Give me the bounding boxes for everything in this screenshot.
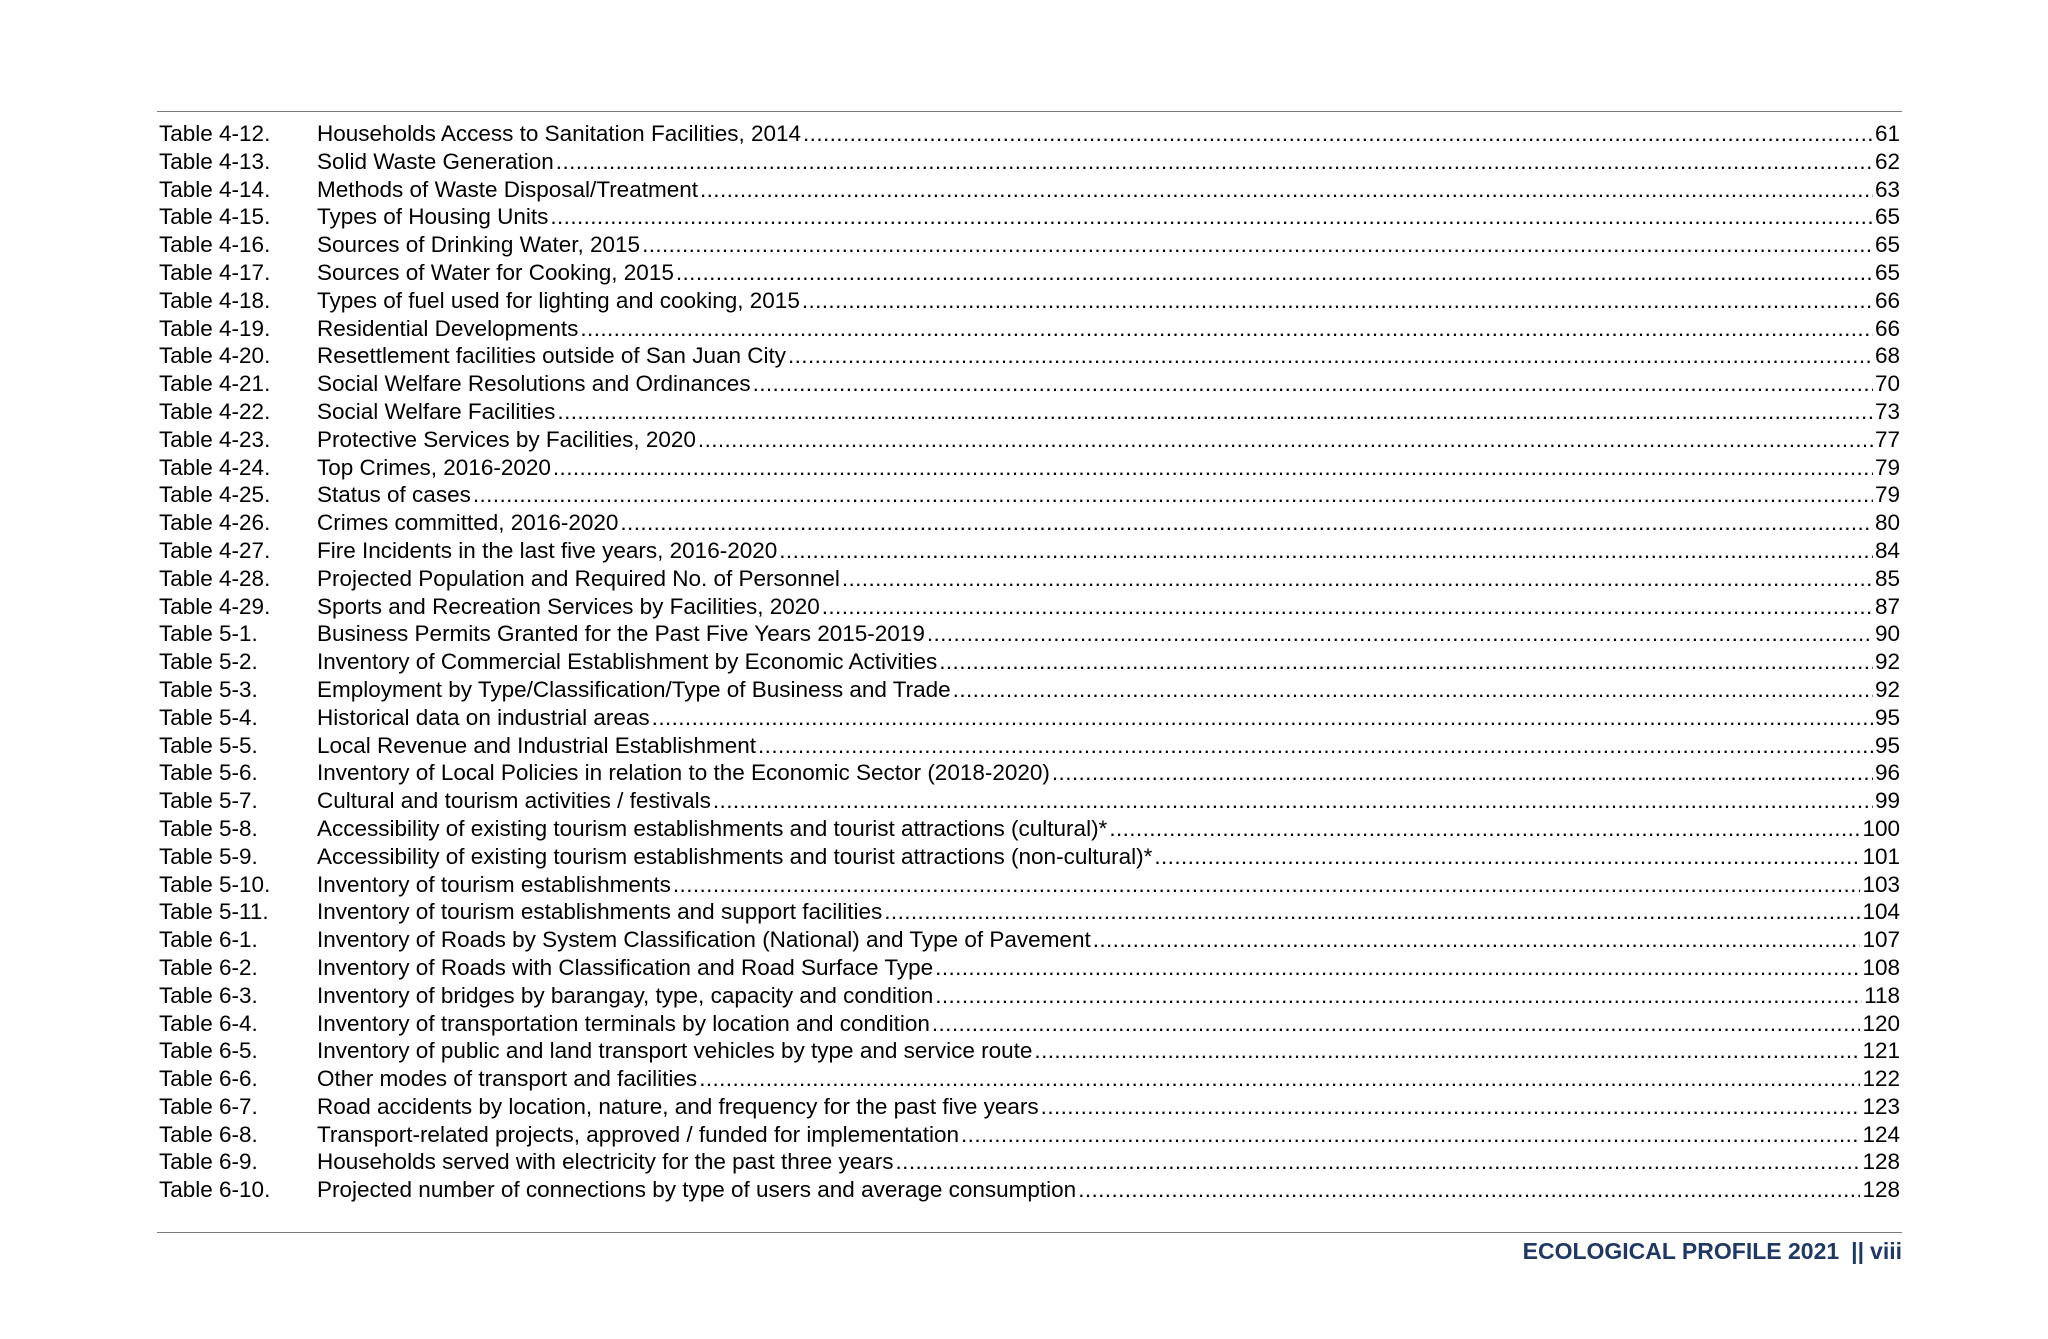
toc-entry[interactable]	[159, 454, 1900, 482]
toc-entry[interactable]	[159, 1037, 1900, 1065]
toc-entry-page: 84	[1874, 537, 1900, 563]
toc-entry-number: Table 4-25.	[159, 482, 271, 508]
toc-entry-page: 63	[1874, 176, 1900, 202]
dot-leader	[700, 176, 1873, 204]
toc-entry-page: 96	[1874, 760, 1900, 786]
toc-entry-title: Inventory of Roads with Classification and Road Surface Type	[317, 954, 934, 980]
dot-leader	[803, 120, 1873, 148]
dot-leader	[698, 426, 1873, 454]
toc-entry[interactable]	[159, 954, 1900, 982]
dot-leader	[927, 620, 1873, 648]
toc-entry-title: Status of cases	[317, 482, 471, 508]
dot-leader	[779, 537, 1873, 565]
toc-entry[interactable]	[159, 370, 1900, 398]
toc-entry-number: Table 4-20.	[159, 343, 271, 369]
toc-entry-page: 65	[1874, 232, 1900, 258]
dot-leader	[473, 481, 1873, 509]
toc-entry-number: Table 5-4.	[159, 704, 258, 730]
toc-entry[interactable]	[159, 1121, 1900, 1149]
dot-leader	[1154, 843, 1860, 871]
toc-entry-page: 61	[1874, 121, 1900, 146]
toc-entry-page: 66	[1874, 287, 1900, 313]
toc-entry[interactable]	[159, 648, 1900, 676]
toc-entry[interactable]	[159, 787, 1900, 815]
toc-entry-title: Top Crimes, 2016-2020	[317, 454, 551, 480]
toc-entry-title: Types of Housing Units	[317, 204, 549, 230]
dot-leader	[642, 231, 1873, 259]
toc-entry-title: Projected number of connections by type of users and average consumption	[317, 1177, 1077, 1203]
toc-entry[interactable]	[159, 203, 1900, 231]
toc-entry[interactable]	[159, 732, 1900, 760]
toc-entry-number: Table 4-24.	[159, 454, 271, 480]
toc-entry-page: 85	[1874, 565, 1900, 591]
dot-leader	[935, 954, 1860, 982]
footer-title: ECOLOGICAL PROFILE 2021	[1522, 1238, 1840, 1264]
toc-entry-number: Table 4-15.	[159, 204, 271, 230]
toc-entry-title: Transport-related projects, approved / funded for implementation	[317, 1121, 960, 1147]
toc-entry-title: Employment by Type/Classification/Type of Business and Trade	[317, 676, 951, 702]
toc-entry[interactable]	[159, 1148, 1900, 1176]
toc-entry-number: Table 4-14.	[159, 176, 271, 202]
toc-entry-page: 62	[1874, 148, 1900, 174]
toc-entry-page: 92	[1874, 676, 1900, 702]
toc-entry-page: 120	[1862, 1010, 1900, 1036]
toc-entry-title: Methods of Waste Disposal/Treatment	[317, 176, 698, 202]
toc-entry-title: Inventory of Roads by System Classification (National) and Type of Pavement	[317, 927, 1091, 953]
dot-leader	[699, 1065, 1860, 1093]
dot-leader	[932, 1010, 1861, 1038]
toc-entry-page: 101	[1862, 843, 1900, 869]
toc-entry-number: Table 4-19.	[159, 315, 271, 341]
toc-entry[interactable]	[159, 843, 1900, 871]
toc-entry-page: 79	[1874, 482, 1900, 508]
toc-entry-number: Table 6-9.	[159, 1149, 258, 1175]
dot-leader	[896, 1148, 1861, 1176]
toc-entry[interactable]	[159, 398, 1900, 426]
toc-entry-title: Inventory of Local Policies in relation to the Economic Sector (2018-2020)	[317, 760, 1050, 786]
dot-leader	[802, 287, 1873, 315]
toc-entry[interactable]	[159, 287, 1900, 315]
toc-entry-title: Inventory of tourism establishments	[317, 871, 671, 897]
toc-entry-title: Sports and Recreation Services by Facilities, 2020	[317, 593, 820, 619]
dot-leader	[620, 509, 1873, 537]
toc-entry-number: Table 5-1.	[159, 621, 258, 647]
toc-entry-page: 73	[1874, 398, 1900, 424]
dot-leader	[939, 648, 1873, 676]
toc-entry[interactable]	[159, 231, 1900, 259]
toc-entry[interactable]	[159, 509, 1900, 537]
dot-leader	[580, 315, 1873, 343]
toc-entry-page: 128	[1862, 1149, 1900, 1175]
toc-entry-title: Households Access to Sanitation Facilities, 2014	[317, 121, 802, 146]
toc-entry-page: 104	[1862, 899, 1900, 925]
toc-entry-page: 90	[1874, 621, 1900, 647]
toc-entry-page: 124	[1862, 1121, 1900, 1147]
toc-entry-title: Protective Services by Facilities, 2020	[317, 426, 696, 452]
toc-entry-title: Local Revenue and Industrial Establishment	[317, 732, 757, 758]
dot-leader	[935, 982, 1862, 1010]
toc-entry-page: 95	[1874, 732, 1900, 758]
toc-entry-page: 95	[1874, 704, 1900, 730]
toc-entry[interactable]	[159, 620, 1900, 648]
toc-entry-page: 103	[1862, 871, 1900, 897]
dot-leader	[753, 370, 1873, 398]
dot-leader	[758, 732, 1873, 760]
toc-entry[interactable]	[159, 1065, 1900, 1093]
dot-leader	[1041, 1093, 1861, 1121]
toc-entry-number: Table 6-5.	[159, 1038, 258, 1064]
list-of-tables	[159, 120, 1900, 1204]
toc-entry-number: Table 6-1.	[159, 927, 258, 953]
toc-entry-number: Table 5-2.	[159, 649, 258, 675]
dot-leader	[713, 787, 1873, 815]
toc-entry[interactable]	[159, 565, 1900, 593]
toc-entry[interactable]	[159, 898, 1900, 926]
toc-entry-title: Fire Incidents in the last five years, 2016-2020	[317, 537, 778, 563]
toc-entry-title: Crimes committed, 2016-2020	[317, 510, 619, 536]
dot-leader	[884, 898, 1860, 926]
toc-entry-number: Table 4-17.	[159, 259, 271, 285]
toc-entry-page: 108	[1862, 954, 1900, 980]
dot-leader	[556, 148, 1873, 176]
toc-entry-number: Table 6-6.	[159, 1066, 258, 1092]
toc-entry-title: Projected Population and Required No. of Personnel	[317, 565, 840, 591]
toc-entry-number: Table 6-4.	[159, 1010, 258, 1036]
dot-leader	[1093, 926, 1861, 954]
toc-entry[interactable]	[159, 593, 1900, 621]
toc-entry-number: Table 5-10.	[159, 871, 271, 897]
toc-entry-page: 128	[1862, 1177, 1900, 1203]
toc-entry-page: 100	[1862, 815, 1900, 841]
toc-entry-number: Table 5-6.	[159, 760, 258, 786]
toc-entry-page: 65	[1874, 204, 1900, 230]
toc-entry-title: Road accidents by location, nature, and frequency for the past five years	[317, 1093, 1039, 1119]
toc-entry-number: Table 5-3.	[159, 676, 258, 702]
footer-separator: ||	[1851, 1238, 1865, 1264]
toc-entry[interactable]	[159, 176, 1900, 204]
toc-entry-number: Table 5-11.	[159, 899, 269, 925]
toc-entry-page: 92	[1874, 649, 1900, 675]
toc-entry-title: Business Permits Granted for the Past Five Years 2015-2019	[317, 621, 925, 647]
toc-entry-number: Table 5-7.	[159, 788, 258, 814]
toc-entry-page: 118	[1864, 982, 1900, 1008]
toc-entry[interactable]	[159, 426, 1900, 454]
toc-entry[interactable]	[159, 676, 1900, 704]
toc-entry-number: Table 4-21.	[159, 371, 271, 397]
toc-entry-number: Table 4-13.	[159, 148, 271, 174]
toc-entry-title: Other modes of transport and facilities	[317, 1066, 698, 1092]
toc-entry-page: 99	[1874, 788, 1900, 814]
toc-entry-page: 68	[1874, 343, 1900, 369]
dot-leader	[550, 203, 1873, 231]
toc-entry[interactable]	[159, 120, 1900, 148]
bottom-rule	[157, 1232, 1902, 1233]
toc-entry[interactable]	[159, 1010, 1900, 1038]
toc-entry-page: 70	[1874, 371, 1900, 397]
toc-entry-number: Table 4-29.	[159, 593, 271, 619]
toc-entry-page: 107	[1862, 927, 1900, 953]
toc-entry[interactable]	[159, 537, 1900, 565]
toc-entry-number: Table 4-16.	[159, 232, 271, 258]
toc-entry-title: Resettlement facilities outside of San Juan City	[317, 343, 786, 369]
toc-entry-page: 122	[1862, 1066, 1900, 1092]
toc-entry-number: Table 6-3.	[159, 982, 258, 1008]
toc-entry-page: 80	[1874, 510, 1900, 536]
toc-entry-number: Table 4-18.	[159, 287, 271, 313]
toc-entry-title: Accessibility of existing tourism establishments and tourist attractions (non-cultural)*	[317, 843, 1153, 869]
toc-entry-title: Sources of Drinking Water, 2015	[317, 232, 641, 258]
toc-entry-title: Inventory of Commercial Establishment by Economic Activities	[317, 649, 938, 675]
toc-entry[interactable]	[159, 926, 1900, 954]
toc-entry-number: Table 4-22.	[159, 398, 271, 424]
toc-entry-number: Table 6-2.	[159, 954, 258, 980]
toc-entry-title: Inventory of tourism establishments and support facilities	[317, 899, 883, 925]
toc-entry[interactable]	[159, 148, 1900, 176]
toc-entry-title: Historical data on industrial areas	[317, 704, 650, 730]
toc-entry-page: 121	[1862, 1038, 1900, 1064]
toc-entry-title: Types of fuel used for lighting and cooking, 2015	[317, 287, 800, 313]
toc-entry[interactable]	[159, 759, 1900, 787]
dot-leader	[1034, 1037, 1860, 1065]
dot-leader	[1109, 815, 1860, 843]
toc-entry-number: Table 5-5.	[159, 732, 258, 758]
toc-entry[interactable]	[159, 1176, 1900, 1204]
toc-entry-title: Households served with electricity for the past three years	[317, 1149, 894, 1175]
top-rule	[157, 111, 1902, 112]
dot-leader	[553, 454, 1873, 482]
toc-entry-number: Table 5-9.	[159, 843, 258, 869]
toc-entry-number: Table 4-23.	[159, 426, 271, 452]
toc-entry-number: Table 5-8.	[159, 815, 258, 841]
dot-leader	[652, 704, 1873, 732]
dot-leader	[676, 259, 1873, 287]
toc-entry-title: Inventory of bridges by barangay, type, capacity and condition	[317, 982, 934, 1008]
toc-entry-page: 123	[1862, 1093, 1900, 1119]
dot-leader	[822, 593, 1873, 621]
toc-entry-title: Inventory of transportation terminals by location and condition	[317, 1010, 930, 1036]
footer-page-number: viii	[1870, 1238, 1902, 1264]
toc-entry-title: Cultural and tourism activities / festivals	[317, 788, 711, 814]
dot-leader	[953, 676, 1873, 704]
dot-leader	[557, 398, 1873, 426]
toc-entry-page: 77	[1874, 426, 1900, 452]
toc-entry-number: Table 4-27.	[159, 537, 271, 563]
toc-entry[interactable]	[159, 342, 1900, 370]
toc-entry[interactable]	[159, 1093, 1900, 1121]
toc-entry-number: Table 6-8.	[159, 1121, 258, 1147]
dot-leader	[788, 342, 1873, 370]
toc-entry-page: 79	[1874, 454, 1900, 480]
dot-leader	[1052, 759, 1873, 787]
page-footer	[1523, 1238, 1902, 1265]
toc-entry-title: Inventory of public and land transport vehicles by type and service route	[317, 1038, 1033, 1064]
dot-leader	[673, 871, 1861, 899]
toc-entry[interactable]	[159, 871, 1900, 899]
toc-entry[interactable]	[159, 704, 1900, 732]
toc-entry-title: Residential Developments	[317, 315, 579, 341]
toc-entry-number: Table 6-10.	[159, 1177, 271, 1203]
toc-entry[interactable]	[159, 982, 1900, 1010]
toc-entry-page: 87	[1874, 593, 1900, 619]
dot-leader	[1078, 1176, 1860, 1204]
toc-entry[interactable]	[159, 259, 1900, 287]
toc-entry-number: Table 4-26.	[159, 510, 271, 536]
toc-entry-title: Solid Waste Generation	[317, 148, 554, 174]
toc-entry-title: Social Welfare Facilities	[317, 398, 556, 424]
toc-entry-title: Social Welfare Resolutions and Ordinances	[317, 371, 751, 397]
dot-leader	[842, 565, 1873, 593]
toc-entry-page: 65	[1874, 259, 1900, 285]
toc-entry-title: Sources of Water for Cooking, 2015	[317, 259, 674, 285]
toc-entry-number: Table 6-7.	[159, 1093, 258, 1119]
toc-entry-number: Table 4-28.	[159, 565, 271, 591]
toc-entry[interactable]	[159, 315, 1900, 343]
toc-entry-page: 66	[1874, 315, 1900, 341]
toc-entry[interactable]	[159, 815, 1900, 843]
toc-entry-title: Accessibility of existing tourism establishments and tourist attractions (cultural)*	[317, 815, 1108, 841]
dot-leader	[961, 1121, 1860, 1149]
toc-entry-number: Table 4-12.	[159, 121, 271, 146]
toc-entry[interactable]	[159, 481, 1900, 509]
